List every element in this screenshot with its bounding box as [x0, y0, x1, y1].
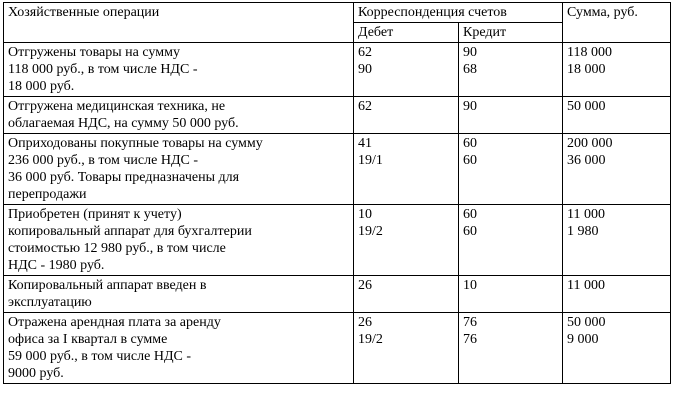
sum-cell-line: 118 000 — [567, 45, 612, 60]
operation-cell-line: 18 000 руб. — [8, 79, 75, 94]
sum-cell — [563, 134, 671, 205]
operation-cell-line: Отгружена медицинская техника, не — [8, 99, 226, 114]
operation-cell-line: 9000 руб. — [8, 366, 64, 381]
operation-cell-line: Отражена арендная плата за аренду — [8, 315, 221, 330]
debet-cell — [354, 276, 459, 313]
debet-cell-line: 62 — [358, 45, 372, 60]
kredit-cell-line: 76 — [463, 315, 477, 330]
kredit-cell — [459, 97, 563, 134]
kredit-cell — [459, 134, 563, 205]
debet-cell-line: 19/1 — [358, 153, 383, 168]
kredit-cell — [459, 205, 563, 276]
operation-cell-line: 59 000 руб., в том числе НДС - — [8, 349, 191, 364]
kredit-cell — [459, 43, 563, 97]
operation-cell-line: копировальный аппарат для бухгалтерии — [8, 224, 252, 239]
operation-cell — [4, 276, 354, 313]
sum-cell — [563, 97, 671, 134]
kredit-cell-line: 68 — [463, 62, 477, 77]
debet-cell-line: 90 — [358, 62, 372, 77]
kredit-cell-line: 60 — [463, 207, 477, 222]
sum-cell-line: 50 000 — [567, 99, 606, 114]
operation-cell-line: перепродажи — [8, 187, 87, 202]
sum-cell-line: 36 000 — [567, 153, 606, 168]
kredit-cell-line: 76 — [463, 332, 477, 347]
sum-cell — [563, 276, 671, 313]
operation-cell — [4, 313, 354, 384]
sum-cell-line: 200 000 — [567, 136, 613, 151]
kredit-cell-line: 60 — [463, 224, 477, 239]
sum-cell-line: 18 000 — [567, 62, 606, 77]
debet-cell-line: 10 — [358, 207, 372, 222]
operation-cell-line: 118 000 руб., в том числе НДС - — [8, 62, 198, 77]
table-row — [4, 276, 671, 313]
sum-cell-line: 9 000 — [567, 332, 599, 347]
debet-cell — [354, 134, 459, 205]
kredit-cell — [459, 313, 563, 384]
operation-cell-line: НДС - 1980 руб. — [8, 258, 105, 273]
header-correspondence: Корреспонденция счетов — [354, 3, 563, 23]
operation-cell-line: Отгружены товары на сумму — [8, 45, 180, 60]
operation-cell-line: эксплуатацию — [8, 295, 92, 310]
operation-cell — [4, 134, 354, 205]
kredit-cell-line: 10 — [463, 278, 477, 293]
table-row — [4, 43, 671, 97]
kredit-cell-line: 60 — [463, 153, 477, 168]
debet-cell-line: 41 — [358, 136, 372, 151]
kredit-cell-line: 60 — [463, 136, 477, 151]
debet-cell-line: 26 — [358, 278, 372, 293]
debet-cell-line: 19/2 — [358, 332, 383, 347]
debet-cell-line: 19/2 — [358, 224, 383, 239]
operation-cell-line: Приобретен (принят к учету) — [8, 207, 182, 222]
sum-cell — [563, 313, 671, 384]
operations-table — [3, 2, 671, 384]
operation-cell-line: 36 000 руб. Товары предназначены для — [8, 170, 240, 185]
operation-cell-line: офиса за I квартал в сумме — [8, 332, 168, 347]
kredit-cell-line: 90 — [463, 99, 477, 114]
kredit-cell — [459, 276, 563, 313]
header-row — [4, 3, 671, 23]
header-debet: Дебет — [354, 23, 459, 43]
operation-cell-line: облагаемая НДС, на сумму 50 000 руб. — [8, 116, 239, 131]
header-operations: Хозяйственные операции — [4, 3, 354, 43]
operation-cell-line: стоимостью 12 980 руб., в том числе — [8, 241, 226, 256]
sum-cell-line: 11 000 — [567, 207, 605, 222]
sum-cell-line: 1 980 — [567, 224, 599, 239]
sum-cell — [563, 205, 671, 276]
table-row — [4, 205, 671, 276]
kredit-cell-line: 90 — [463, 45, 477, 60]
table-row — [4, 313, 671, 384]
sum-cell-line: 11 000 — [567, 278, 605, 293]
table-row — [4, 134, 671, 205]
operation-cell-line: Оприходованы покупные товары на сумму — [8, 136, 263, 151]
header-sum: Сумма, руб. — [563, 3, 671, 43]
debet-cell-line: 26 — [358, 315, 372, 330]
debet-cell — [354, 43, 459, 97]
operation-cell — [4, 43, 354, 97]
table-row — [4, 97, 671, 134]
sum-cell-line: 50 000 — [567, 315, 606, 330]
operation-cell — [4, 205, 354, 276]
operation-cell-line: 236 000 руб., в том числе НДС - — [8, 153, 198, 168]
debet-cell — [354, 313, 459, 384]
operation-cell-line: Копировальный аппарат введен в — [8, 278, 207, 293]
sum-cell — [563, 43, 671, 97]
debet-cell — [354, 205, 459, 276]
debet-cell-line: 62 — [358, 99, 372, 114]
operation-cell — [4, 97, 354, 134]
header-kredit: Кредит — [459, 23, 563, 43]
debet-cell — [354, 97, 459, 134]
